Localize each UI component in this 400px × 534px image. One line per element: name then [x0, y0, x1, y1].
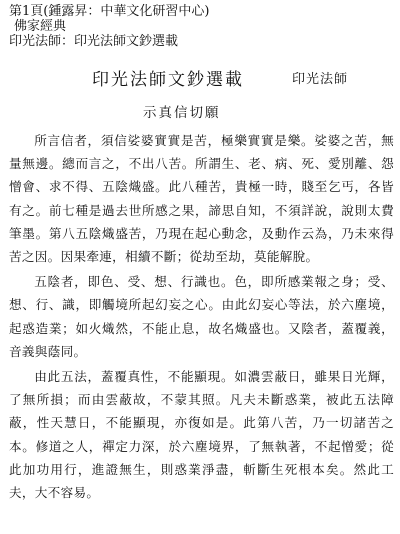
header-page-info: 第1頁(鍾露昇：中華文化研習中心): [9, 4, 210, 19]
author-name: 印光法師: [292, 72, 349, 87]
body-text: [9, 129, 394, 504]
paragraph-2: 五陰者，即色、受、想、行識也。色，即所感業報之身；受、想、行、識，即觸境所起幻妄之心。由此幻妄心等法，於六塵境，起惑造業；如火熾然，不能止息，故名熾盛也。又陰者，蓋覆義，音義與蔭同。: [9, 274, 394, 359]
header-source: 印光法師：印光法師文鈔選載: [9, 34, 179, 49]
page-title: 印光法師文鈔選載: [92, 70, 244, 90]
header-category: 佛家經典: [14, 19, 67, 34]
paragraph-3: 由此五法，蓋覆真性，不能顯現。如濃雲蔽日，雖果日光輝，了無所損；而由雲蔽故，不蒙其照。凡夫未斷惑業，被此五法障蔽，性天慧日，不能顯現，亦復如是。此第八苦，乃一切諸苦之本。修道之人，禪定力深，於六塵境界，了無執著，不起憎愛；從此加功用行，進證無生，則惑業淨盡，斬斷生死根本矣。然此工夫，大不容易。: [9, 369, 394, 501]
section-subtitle: 示真信切願: [143, 105, 221, 121]
paragraph-1: 所言信者，須信娑婆實實是苦，極樂實實是樂。娑婆之苦，無量無邊。總而言之，不出八苦。所謂生、老、病、死、愛別離、怨憎會、求不得、五陰熾盛。此八種苦，貴極一時，賤至乞丐，各皆有之。前七種是過去世所感之果，諦思自知，不須詳說，說則太費筆墨。第八五陰熾盛苦，乃現在起心動念，及動作云為，乃未來得苦之因。因果牽連，相續不斷；從劫至劫，莫能解脫。: [9, 133, 394, 265]
title-row: [9, 65, 394, 99]
